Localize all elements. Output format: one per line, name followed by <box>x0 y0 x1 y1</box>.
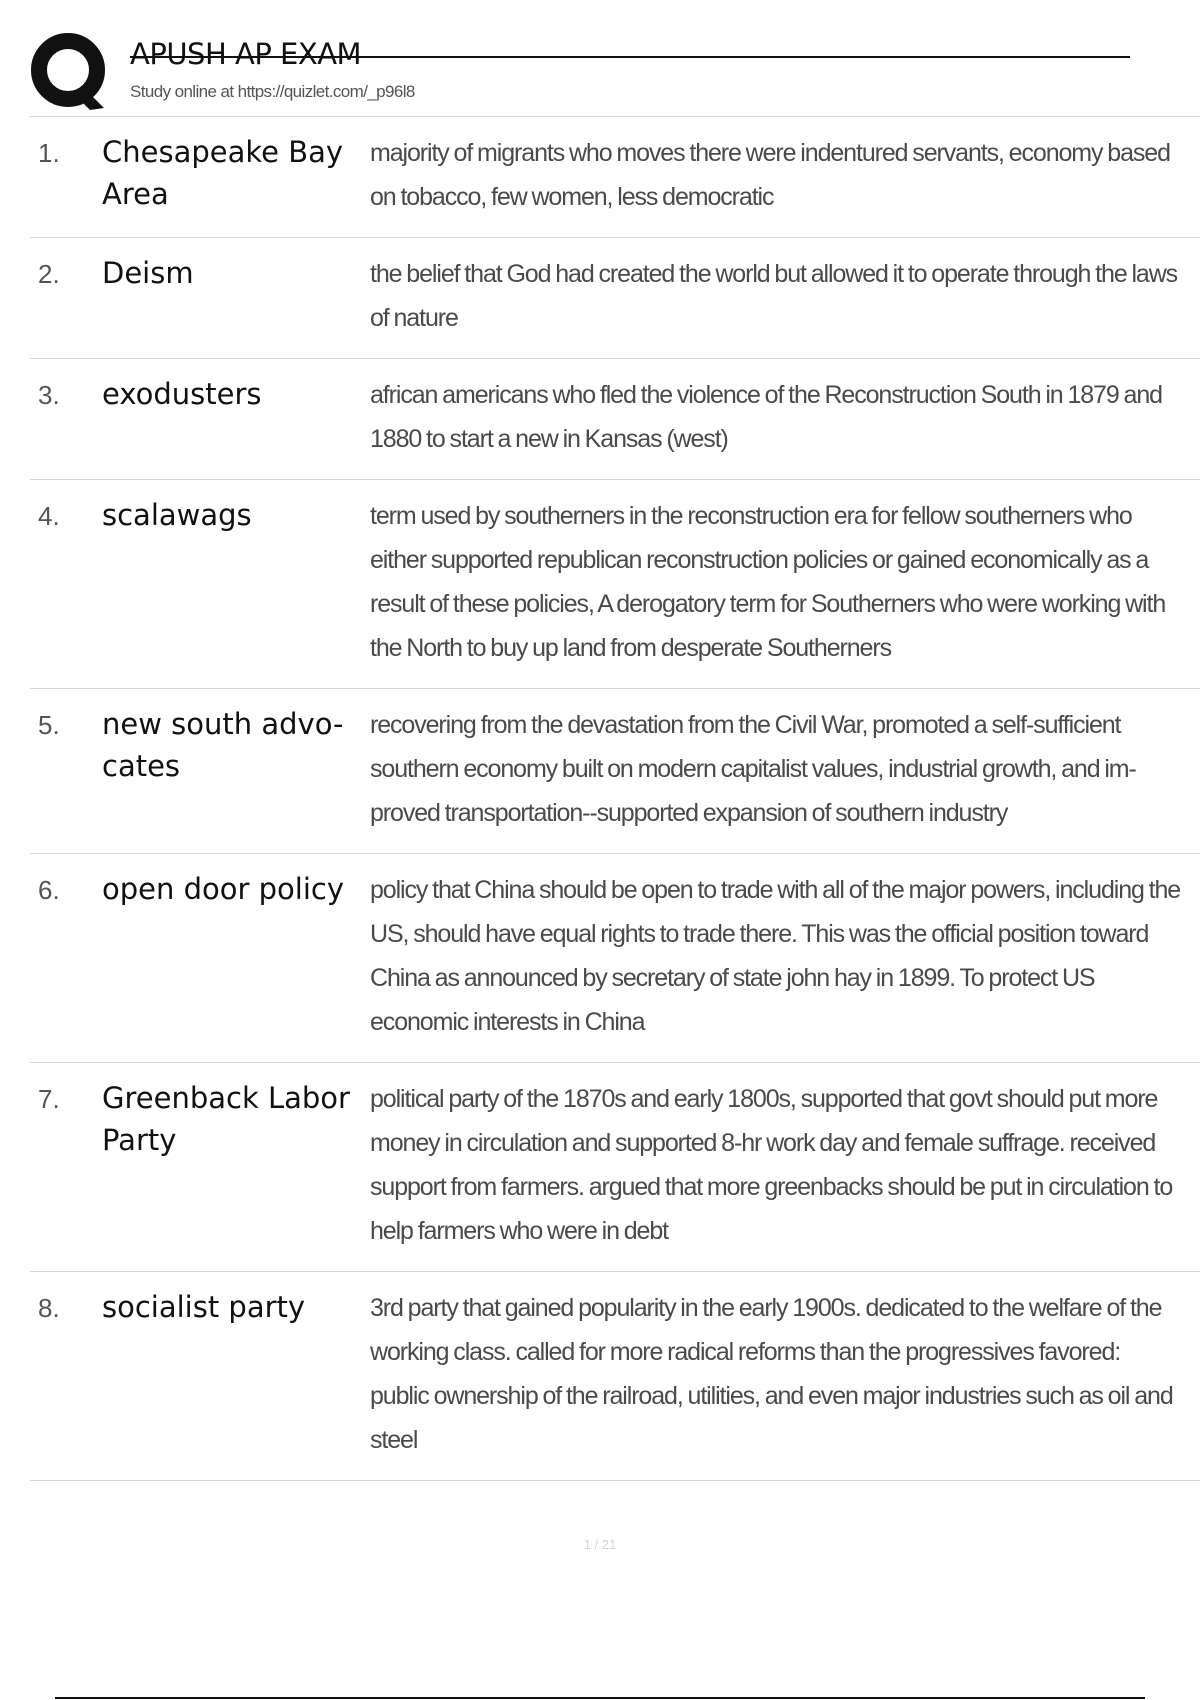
page-number: 1 / 21 <box>583 1537 617 1552</box>
flashcard <box>30 1062 1200 1271</box>
card-number: 6. <box>38 875 60 905</box>
flashcard <box>30 688 1200 853</box>
quizlet-q-logo-icon <box>30 32 112 114</box>
card-definition: majority of migrants who moves there were indentured servants, economy based on tobacco, few women, less democratic <box>370 139 1170 211</box>
study-online-url: Study online at https://quizlet.com/_p96l8 <box>130 82 415 101</box>
card-definition: 3rd party that gained popularity in the early 1900s. dedicated to the welfare of the working class. called for more radical reforms than the progressives favored: public ownership of the railroad, utilities, and even major industries such as oil and steel <box>370 1294 1173 1454</box>
card-term: scalawags <box>102 498 252 532</box>
flashcard <box>30 1271 1200 1481</box>
flashcard-list <box>30 116 1200 1481</box>
page-title: APUSH AP EXAM <box>130 37 362 71</box>
card-number: 3. <box>38 380 60 410</box>
flashcard <box>30 479 1200 688</box>
card-number: 2. <box>38 259 60 289</box>
card-term: new south advo-cates <box>102 707 344 783</box>
flashcard <box>30 853 1200 1062</box>
card-definition: policy that China should be open to trade with all of the major powers, including the US, should have equal rights to trade there. This was the official position toward China as announced by secretary of state john hay in 1899. To protect US economic interests in China <box>370 876 1181 1036</box>
card-definition: term used by southerners in the reconstruction era for fellow southerners who either supported republican reconstruction policies or gained economically as a result of these policies, A derogatory term for Southerners who were working with the North to buy up land from desperate Southerners <box>370 502 1166 662</box>
flashcard <box>30 237 1200 358</box>
card-number: 4. <box>38 501 60 531</box>
flashcard <box>30 116 1200 237</box>
card-term: exodusters <box>102 377 262 411</box>
card-definition: the belief that God had created the world but allowed it to operate through the laws of nature <box>370 260 1178 332</box>
card-number: 8. <box>38 1293 60 1323</box>
flashcard <box>30 358 1200 479</box>
card-definition: political party of the 1870s and early 1800s, supported that govt should put more money in circulation and supported 8-hr work day and female suffrage. received support from farmers. argued that more greenbacks should be put in circulation to help farmers who were in debt <box>370 1085 1173 1245</box>
card-definition: recovering from the devastation from the Civil War, promoted a self-sufficient southern economy built on modern capitalist values, industrial growth, and im-proved transportation--supported expansion of southern industry <box>370 711 1136 827</box>
card-term: socialist party <box>102 1290 306 1324</box>
card-number: 5. <box>38 710 60 740</box>
bottom-rule <box>55 1697 1145 1699</box>
card-number: 1. <box>38 138 60 168</box>
card-term: Deism <box>102 256 194 290</box>
card-number: 7. <box>38 1084 60 1114</box>
page-header <box>30 30 1130 115</box>
card-definition: african americans who fled the violence of the Reconstruction South in 1879 and 1880 to start a new in Kansas (west) <box>370 381 1162 453</box>
card-term: open door policy <box>102 872 344 906</box>
card-term: Greenback Labor Party <box>102 1081 350 1157</box>
card-term: Chesapeake Bay Area <box>102 135 344 211</box>
